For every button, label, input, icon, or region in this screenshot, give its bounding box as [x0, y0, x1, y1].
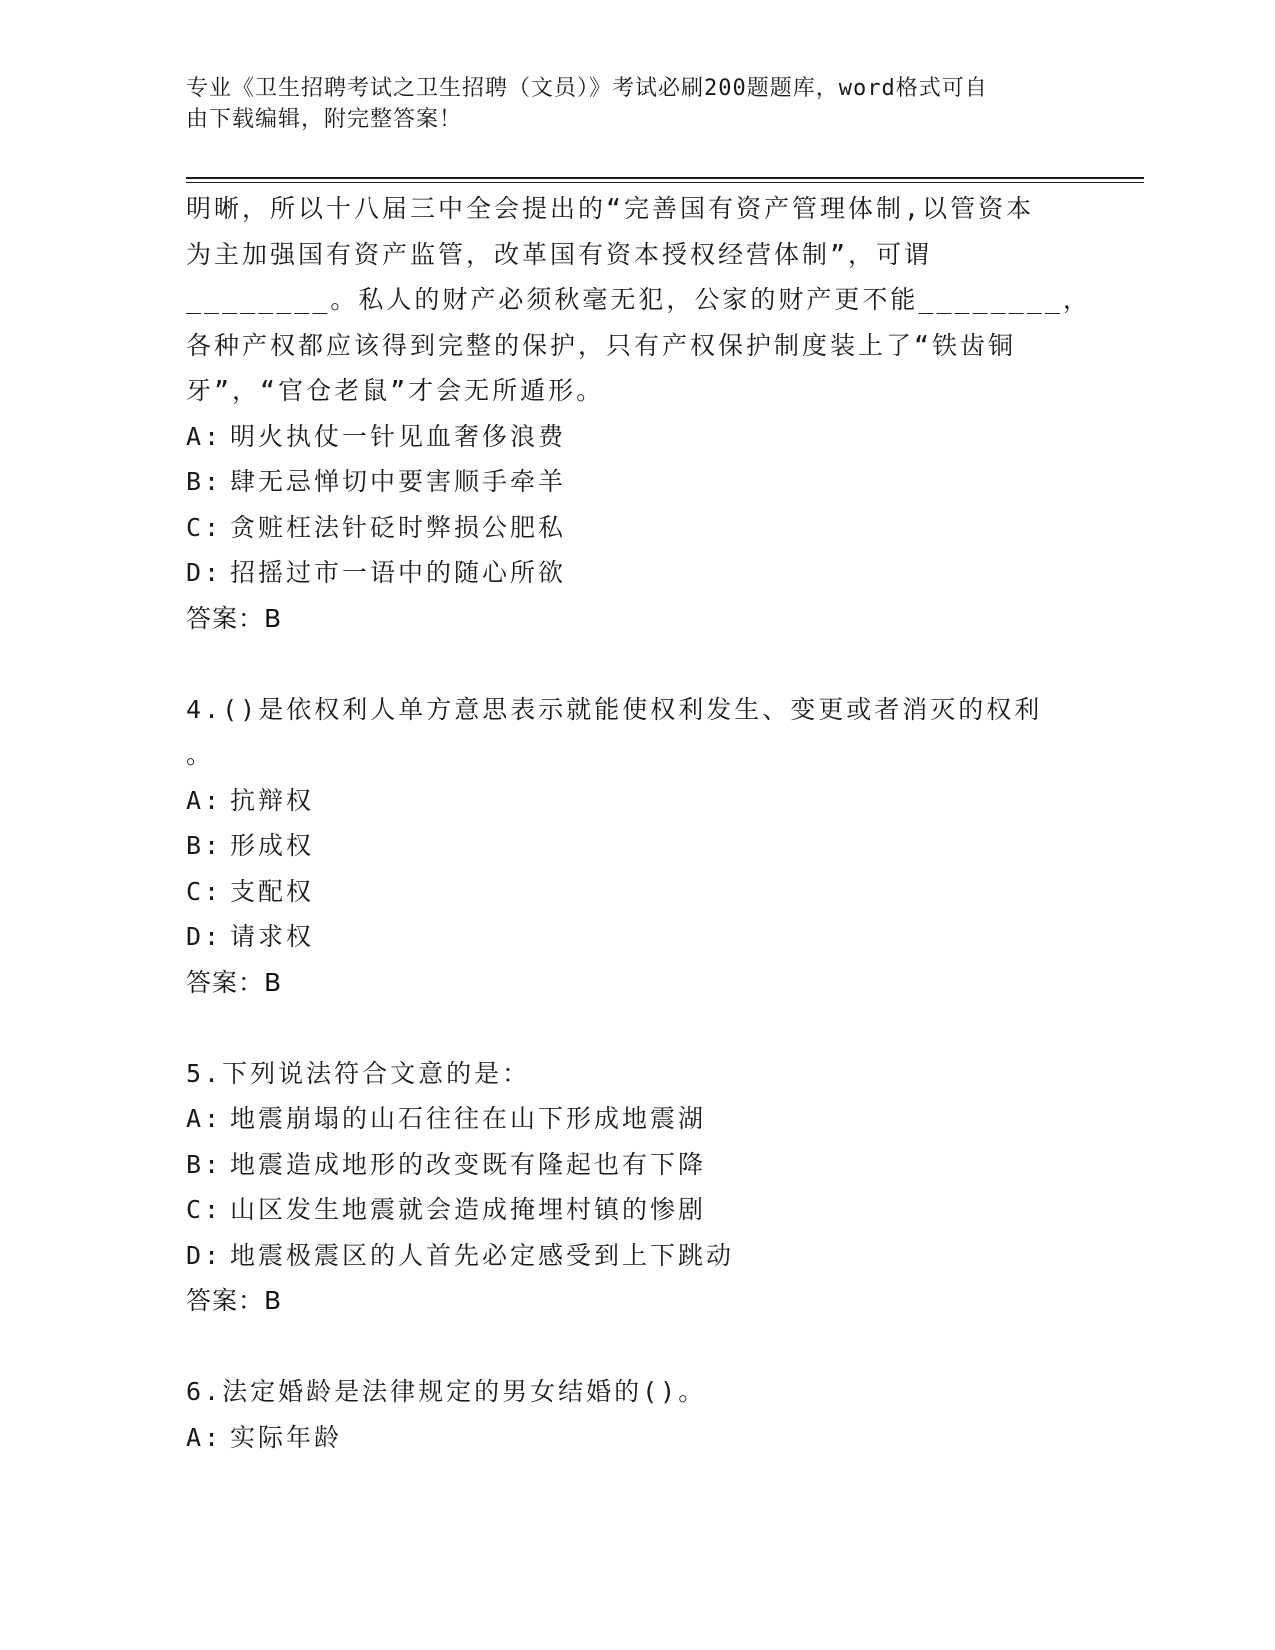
option-text: 形成权	[230, 831, 315, 860]
option-letter: C:	[186, 876, 223, 906]
question-3-line: ________。私人的财产必须秋毫无犯，公家的财产更不能________，	[186, 285, 1091, 314]
question-5-stem	[186, 1051, 1086, 1097]
option-letter: A:	[186, 785, 223, 815]
question-3-stem	[186, 186, 1091, 414]
option-letter: D:	[186, 1240, 223, 1270]
option-letter: B:	[186, 467, 223, 496]
question-4-line: 4.()是依权利人单方意思表示就能使权利发生、变更或者消灭的权利	[186, 694, 1043, 724]
header-line-2: 由下载编辑，附完整答案！	[186, 107, 463, 132]
option-letter: A:	[186, 421, 223, 451]
question-4-line: 。	[186, 740, 215, 769]
question-6-option-a	[186, 1415, 1086, 1461]
question-3-option-d	[186, 550, 1086, 596]
option-text: 支配权	[230, 876, 315, 906]
option-letter: A:	[186, 1104, 223, 1133]
option-text: 抗辩权	[230, 785, 315, 815]
question-4-option-d	[186, 914, 1086, 960]
question-5-option-a	[186, 1096, 1086, 1142]
document-body	[186, 186, 1091, 1460]
question-4-option-c	[186, 869, 1086, 915]
question-4	[186, 687, 1086, 1006]
spacer	[186, 1005, 1086, 1051]
option-text: 地震崩塌的山石往往在山下形成地震湖	[230, 1104, 707, 1133]
question-3-answer: 答案：B	[186, 603, 283, 633]
option-letter: C:	[186, 512, 223, 542]
question-3-option-a	[186, 414, 1086, 460]
option-text: 请求权	[230, 922, 315, 951]
option-text: 地震造成地形的改变既有隆起也有下降	[230, 1149, 707, 1179]
option-text: 明火执仗一针见血奢侈浪费	[230, 421, 567, 451]
option-text: 地震极震区的人首先必定感受到上下跳动	[230, 1240, 735, 1270]
option-text: 山区发生地震就会造成掩埋村镇的惨剧	[230, 1195, 707, 1224]
question-5-option-b	[186, 1142, 1086, 1188]
question-4-option-b	[186, 823, 1086, 869]
header-divider-thick	[186, 177, 1144, 179]
option-letter: B:	[186, 1149, 223, 1179]
question-6	[186, 1369, 1086, 1460]
question-4-answer: 答案：B	[186, 967, 283, 997]
question-4-stem	[186, 687, 1086, 778]
option-letter: C:	[186, 1195, 223, 1224]
question-3	[186, 186, 1091, 641]
question-5-answer: 答案：B	[186, 1286, 283, 1315]
question-5-option-d	[186, 1233, 1086, 1279]
question-5	[186, 1051, 1086, 1324]
header-line-1: 专业《卫生招聘考试之卫生招聘（文员）》考试必刷200题题库，word格式可自	[186, 76, 988, 101]
option-letter: B:	[186, 831, 223, 860]
option-letter: D:	[186, 558, 223, 587]
question-3-option-b	[186, 459, 1086, 505]
option-letter: D:	[186, 922, 223, 951]
question-4-option-a	[186, 778, 1086, 824]
option-text: 肆无忌惮切中要害顺手牵羊	[230, 467, 567, 496]
question-5-line: 5.下列说法符合文意的是：	[186, 1058, 531, 1088]
question-6-stem	[186, 1369, 1086, 1415]
spacer	[186, 641, 1086, 687]
question-3-option-c	[186, 505, 1086, 551]
header-divider-thin	[186, 182, 1144, 183]
document-header	[186, 73, 1066, 135]
question-3-line: 明晰，所以十八届三中全会提出的“完善国有资产管理体制,以管资本	[186, 194, 1035, 223]
question-3-line: 牙”，“官仓老鼠”才会无所遁形。	[186, 376, 605, 405]
option-text: 贪赃枉法针砭时弊损公肥私	[230, 512, 567, 542]
question-5-option-c	[186, 1187, 1086, 1233]
spacer	[186, 1324, 1086, 1370]
option-letter: A:	[186, 1422, 223, 1452]
question-3-line: 为主加强国有资产监管，改革国有资本授权经营体制”，可谓	[186, 239, 933, 269]
option-text: 招摇过市一语中的随心所欲	[230, 558, 567, 587]
option-text: 实际年龄	[230, 1422, 343, 1452]
question-3-line: 各种产权都应该得到完整的保护，只有产权保护制度装上了“铁齿铜	[186, 330, 1017, 360]
question-6-line: 6.法定婚龄是法律规定的男女结婚的()。	[186, 1377, 707, 1406]
